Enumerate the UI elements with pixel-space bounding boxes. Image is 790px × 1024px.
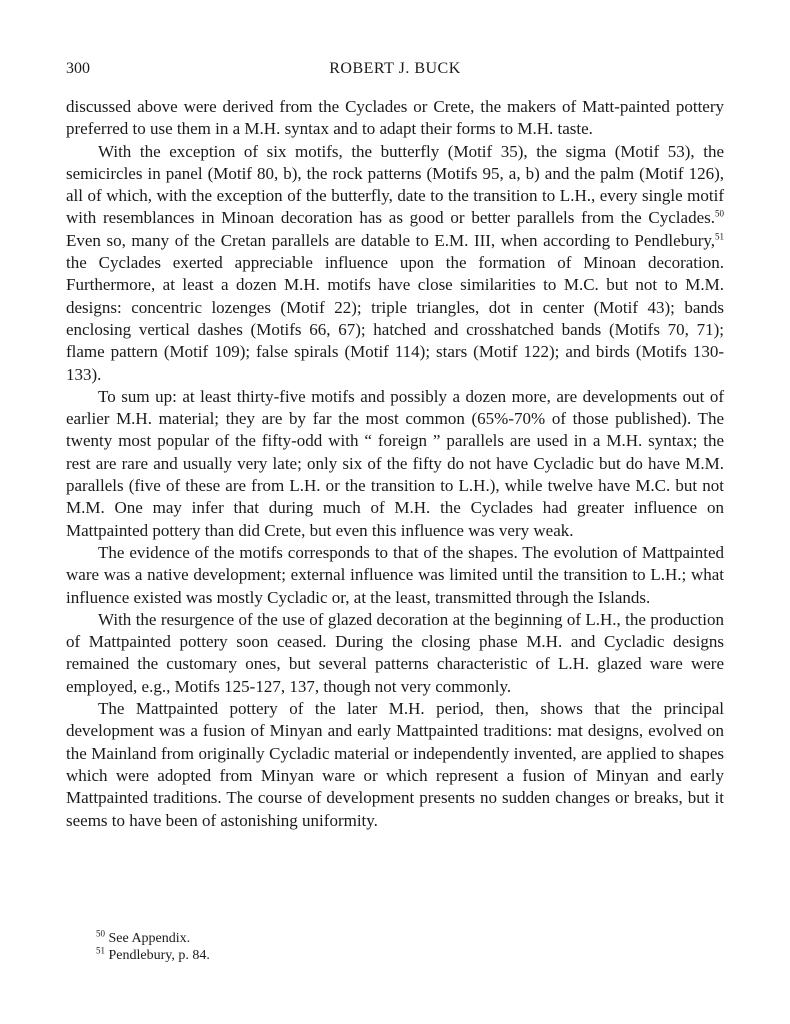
footnote-marker: 50: [96, 928, 105, 939]
footnote-ref[interactable]: 50: [715, 208, 724, 219]
paragraph: [66, 96, 724, 141]
footnote-text: Pendlebury, p. 84.: [105, 948, 210, 963]
paragraph: [66, 386, 724, 542]
footnote: [96, 930, 716, 947]
footnote: [96, 947, 716, 964]
paragraph: [66, 141, 724, 386]
paragraph-text: To sum up: at least thirty-five motifs and possibly a dozen more, are developments out of earlier M.H. material; they are by far the most common (65%-70% of those published). The twenty most popular of the fifty-odd with “ foreign ” parallels are used in a M.H. syntax; the rest are rare and usually very late; only six of the fifty do not have Cycladic but do have M.M. parallels (five of these are from L.H. or the transition to L.H.), while twelve have M.C. but not M.M. One may infer that during much of M.H. the Cyclades had greater influence on Mattpainted pottery than did Crete, but even this influence was very weak.: [66, 386, 724, 540]
paragraph: [66, 698, 724, 832]
paragraph: [66, 609, 724, 698]
page-header: [66, 60, 724, 84]
paragraph-text: With the exception of six motifs, the butterfly (Motif 35), the sigma (Motif 53), the semicircles in panel (Motif 80, b), the rock patterns (Motifs 95, a, b) and the palm (Motif 126), all of which, with the exception of the butterfly, date to the transition to L.H., every single motif with resemblances in Minoan decoration has as good or better parallels from the Cyclades.: [66, 141, 724, 228]
page-number: 300: [66, 60, 90, 77]
footnotes: [96, 930, 716, 964]
body-text: [66, 96, 724, 832]
paragraph: [66, 542, 724, 609]
paragraph-text: the Cyclades exerted appreciable influence upon the formation of Minoan decoration. Furthermore, at least a dozen M.H. motifs have close similarities to M.C. but not to M.M. designs: concentric lozenges (Motif 22); triple triangles, dot in center (Motif 43); bands enclosing vertical dashes (Motifs 66, 67); hatched and crosshatched bands (Motifs 70, 71); flame pattern (Motif 109); false spirals (Motif 114); stars (Motif 122); and birds (Motifs 130-133).: [66, 253, 724, 384]
footnote-marker: 51: [96, 945, 105, 956]
footnote-ref[interactable]: 51: [715, 231, 724, 242]
paragraph-text: With the resurgence of the use of glazed decoration at the beginning of L.H., the production of Mattpainted pottery soon ceased. During the closing phase M.H. and Cycladic designs remained the customary ones, but several patterns characteristic of L.H. glazed ware were employed, e.g., Motifs 125-127, 137, though not very commonly.: [66, 609, 724, 696]
paragraph-text: discussed above were derived from the Cyclades or Crete, the makers of Matt-painted pottery preferred to use them in a M.H. syntax and to adapt their forms to M.H. taste.: [66, 97, 724, 139]
footnote-text: See Appendix.: [105, 931, 191, 946]
paragraph-text: The evidence of the motifs corresponds to that of the shapes. The evolution of Mattpainted ware was a native development; external influence was limited until the transition to L.H.; what influence existed was mostly Cycladic or, at the least, transmitted through the Islands.: [66, 542, 724, 607]
running-head: ROBERT J. BUCK: [329, 60, 461, 77]
paragraph-text: The Mattpainted pottery of the later M.H. period, then, shows that the principal development was a fusion of Minyan and early Mattpainted traditions: mat designs, evolved on the Mainland from originally Cycladic material or independently invented, are applied to shapes which were adopted from Minyan ware or which represent a fusion of Minyan and early Mattpainted traditions. The course of development presents no sudden changes or breaks, but it seems to have been of astonishing uniformity.: [66, 699, 724, 830]
paragraph-text: Even so, many of the Cretan parallels are datable to E.M. III, when according to Pendlebury,: [66, 230, 715, 250]
